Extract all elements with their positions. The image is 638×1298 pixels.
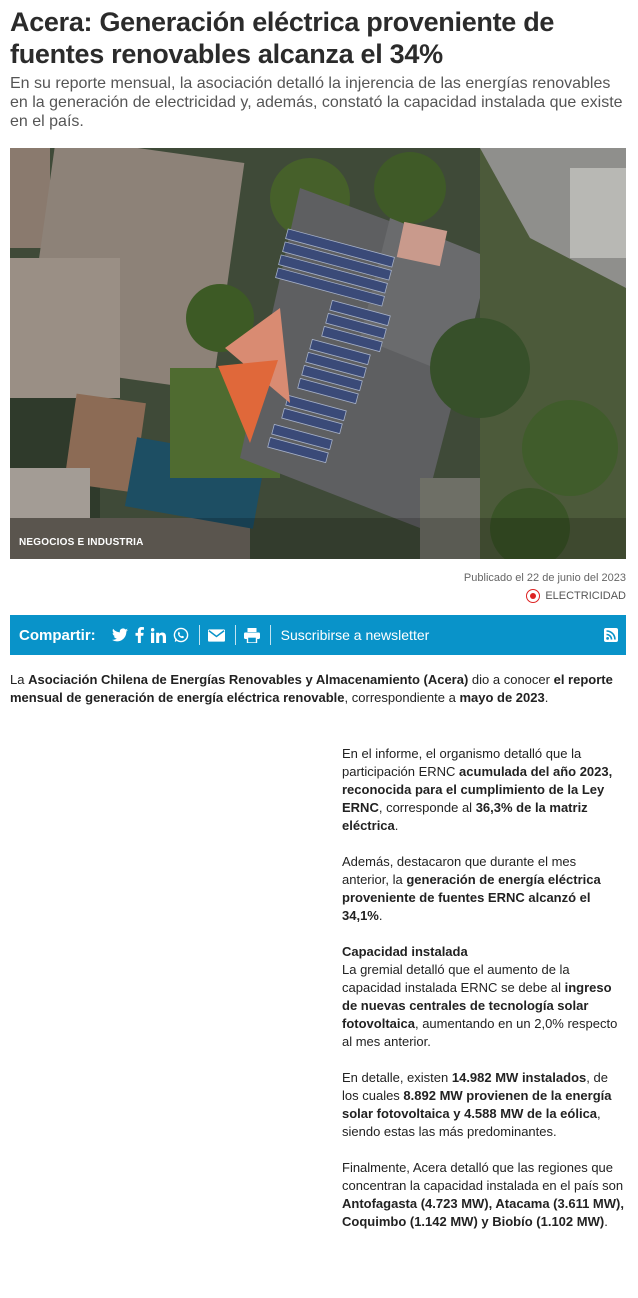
email-icon[interactable] bbox=[208, 625, 225, 645]
linkedin-icon[interactable] bbox=[151, 625, 166, 645]
twitter-icon[interactable] bbox=[112, 625, 128, 645]
section-heading: Capacidad instalada bbox=[342, 944, 468, 959]
rss-icon[interactable] bbox=[604, 628, 618, 647]
hero-image bbox=[10, 148, 626, 559]
body-paragraph-2: Además, destacaron que durante el mes anterior, la generación de energía eléctrica proveniente de fuentes ERNC alcanzó el 34,1%. bbox=[342, 854, 601, 923]
print-icon[interactable] bbox=[244, 625, 260, 645]
published-date: Publicado el 22 de junio del 2023 bbox=[463, 572, 626, 584]
share-separator bbox=[235, 625, 236, 645]
share-separator bbox=[270, 625, 271, 645]
article-body bbox=[342, 745, 626, 1249]
newsletter-link[interactable]: Suscribirse a newsletter bbox=[280, 627, 430, 643]
category-label: ELECTRICIDAD bbox=[545, 590, 626, 602]
hero-category-label[interactable]: NEGOCIOS E INDUSTRIA bbox=[19, 537, 144, 548]
share-separator bbox=[199, 625, 200, 645]
share-bar bbox=[10, 615, 626, 655]
facebook-icon[interactable] bbox=[135, 625, 144, 645]
body-paragraph-3: Capacidad instalada La gremial detalló que el aumento de la capacidad instalada ERNC se debe al ingreso de nuevas centrales de tecnología solar fotovoltaica, aumentando en un 2,0% respecto al mes anterior. bbox=[342, 944, 618, 1049]
body-paragraph-1: En el informe, el organismo detalló que la participación ERNC acumulada del año 2023, reconocida para el cumplimiento de la Ley ERNC, corresponde al 36,3% de la matriz eléctrica. bbox=[342, 746, 613, 833]
article-title: Acera: Generación eléctrica proveniente de fuentes renovables alcanza el 34% bbox=[10, 7, 555, 69]
body-paragraph-4: En detalle, existen 14.982 MW instalados, de los cuales 8.892 MW provienen de la energía solar fotovoltaica y 4.588 MW de la eólica, siendo estas las más predominantes. bbox=[342, 1070, 612, 1139]
category-dot-icon bbox=[526, 589, 540, 603]
aerial-rooftop-solar-photo bbox=[10, 148, 626, 559]
intro-paragraph: La Asociación Chilena de Energías Renovables y Almacenamiento (Acera) dio a conocer el reporte mensual de generación de energía eléctrica renovable, correspondiente a mayo de 2023. bbox=[10, 672, 613, 705]
share-label: Compartir: bbox=[19, 626, 96, 644]
article-subtitle: En su reporte mensual, la asociación detalló la injerencia de las energías renovables en la generación de electricidad y, además, constató la capacidad instalada que existe en el país. bbox=[10, 75, 623, 130]
body-paragraph-5: Finalmente, Acera detalló que las regiones que concentran la capacidad instalada en el país son Antofagasta (4.723 MW), Atacama (3.611 MW), Coquimbo (1.142 MW) y Biobío (1.102 MW). bbox=[342, 1160, 624, 1229]
whatsapp-icon[interactable] bbox=[173, 625, 189, 645]
category-tag[interactable] bbox=[526, 589, 626, 603]
